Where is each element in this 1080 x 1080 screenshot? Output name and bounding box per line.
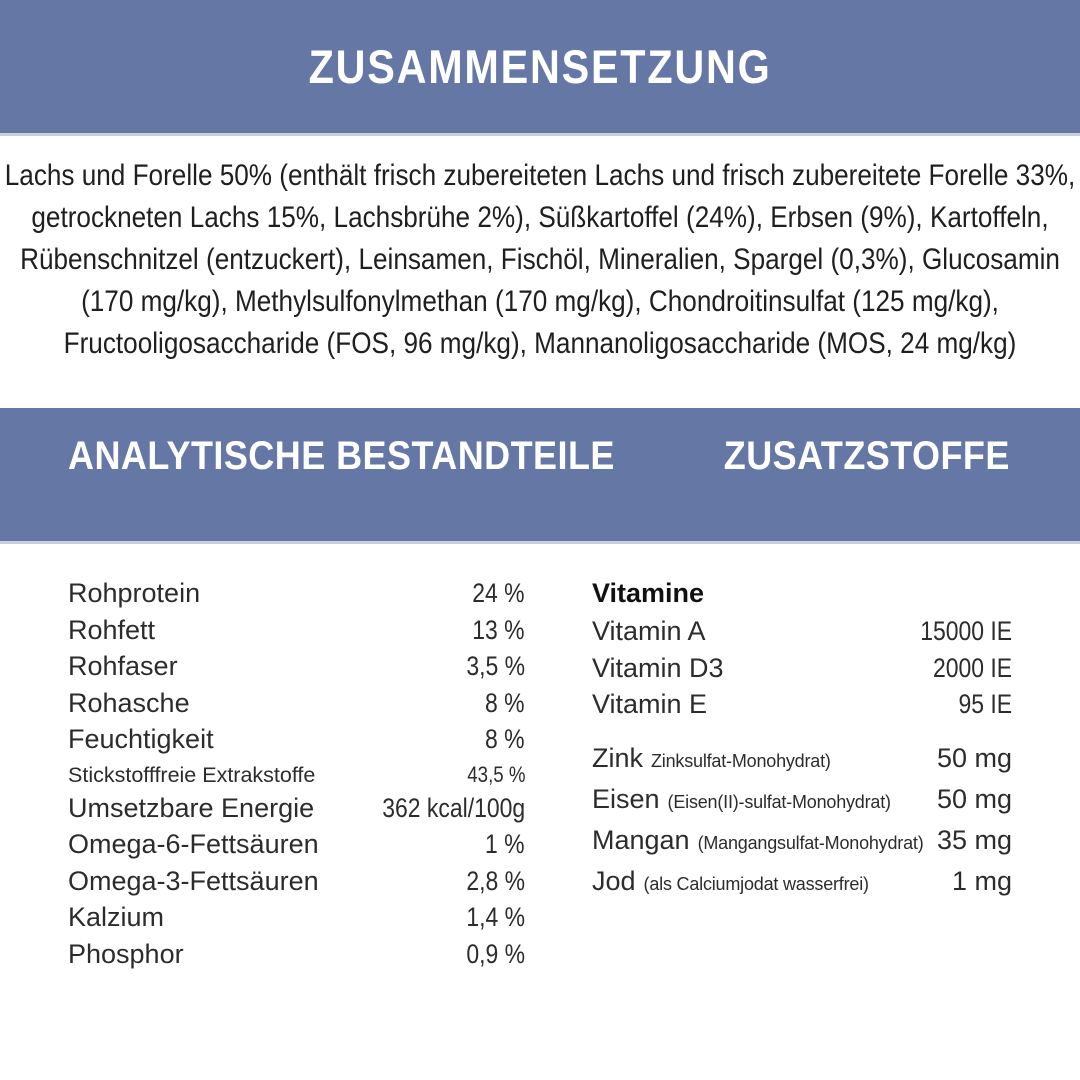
mineral-row <box>592 783 1012 816</box>
mineral-row <box>592 824 1012 857</box>
analytical-table <box>68 580 525 977</box>
analytical-label: Rohasche <box>68 687 190 718</box>
additives-table <box>592 580 1012 977</box>
vitamin-label: Vitamin E <box>592 689 708 719</box>
analytical-value: 1,4 % <box>466 902 525 932</box>
vitamin-row <box>592 652 1012 683</box>
analytical-row <box>68 938 525 969</box>
vitamin-label: Vitamin A <box>592 616 706 646</box>
analytical-value: 43,5 % <box>466 761 525 787</box>
additives-heading: ZUSATZSTOFFE <box>723 434 1010 478</box>
analytical-value: 13 % <box>472 614 525 645</box>
mineral-compound-note: (Mangangsulfat-Monohydrat) <box>697 832 924 853</box>
mineral-row <box>592 865 1012 898</box>
analytical-label: Omega-3-Fettsäuren <box>68 865 319 896</box>
composition-header-band <box>0 0 1080 136</box>
analytical-heading: ANALYTISCHE BESTANDTEILE <box>68 434 615 478</box>
analytical-value: 2,8 % <box>466 865 525 896</box>
mineral-compound-note: (als Calciumjodat wasserfrei) <box>643 873 869 894</box>
analytical-label: Omega-6-Fettsäuren <box>68 829 319 859</box>
analytical-value: 362 kcal/100g <box>382 792 525 823</box>
analytical-row <box>68 580 525 607</box>
section-header-band <box>0 408 1080 544</box>
analytical-row <box>68 726 525 753</box>
vitamins-minerals-gap <box>592 728 1012 745</box>
composition-title: ZUSAMMENSETZUNG <box>308 40 772 93</box>
analytical-row <box>68 763 525 787</box>
vitamin-row <box>592 691 1012 718</box>
mineral-label: Mangan (Mangangsulfat-Monohydrat) <box>592 824 924 855</box>
mineral-compound-note: (Eisen(II)-sulfat-Monohydrat) <box>667 791 891 812</box>
analytical-label: Phosphor <box>68 938 184 969</box>
analytical-label: Kalzium <box>68 902 165 932</box>
analytical-row <box>68 865 525 896</box>
analytical-row <box>68 653 525 680</box>
vitamin-label: Vitamin D3 <box>592 652 724 683</box>
vitamin-value: 95 IE <box>958 689 1012 719</box>
analytical-label: Rohprotein <box>68 578 201 608</box>
analytical-label: Feuchtigkeit <box>68 724 214 754</box>
mineral-value: 35 mg <box>936 824 1012 855</box>
mineral-label: Eisen (Eisen(II)-sulfat-Monohydrat) <box>592 783 891 814</box>
analytical-label: Umsetzbare Energie <box>68 792 315 823</box>
mineral-compound-note: Zinksulfat-Monohydrat) <box>651 750 831 771</box>
analytical-row <box>68 614 525 645</box>
analytical-value: 24 % <box>472 578 525 608</box>
mineral-value: 50 mg <box>936 742 1012 773</box>
mineral-value: 50 mg <box>936 783 1012 814</box>
mineral-label: Zink Zinksulfat-Monohydrat) <box>592 742 831 773</box>
analytical-value: 1 % <box>485 829 525 859</box>
analytical-row <box>68 904 525 931</box>
vitamin-value: 15000 IE <box>920 616 1012 646</box>
analytical-row <box>68 792 525 823</box>
analytical-value: 8 % <box>485 687 525 718</box>
column-gap <box>525 580 592 977</box>
analytical-row <box>68 831 525 858</box>
tables-section <box>0 544 1080 977</box>
composition-section <box>0 136 1080 408</box>
analytical-row <box>68 687 525 718</box>
analytical-value: 8 % <box>485 724 525 754</box>
analytical-value: 0,9 % <box>466 938 525 969</box>
analytical-label: Rohfett <box>68 614 156 645</box>
vitamins-group-title: Vitamine <box>592 578 705 608</box>
vitamin-value: 2000 IE <box>932 652 1012 683</box>
analytical-label: Rohfaser <box>68 651 178 681</box>
mineral-label: Jod (als Calciumjodat wasserfrei) <box>592 865 869 896</box>
mineral-row <box>592 742 1012 775</box>
mineral-value: 1 mg <box>951 865 1012 896</box>
analytical-label: Stickstofffreie Extrakstoffe <box>68 762 316 787</box>
vitamin-row <box>592 618 1012 645</box>
composition-ingredients-text: Lachs und Forelle 50% (enthält frisch zubereiteten Lachs und frisch zubereitete Forelle 33%, getrockneten Lachs 15%, Lachsbrühe 2%), Süßkartoffel (24%), Erbsen (9%), Kartoffeln, Rübenschnitzel (entzuckert), Leinsamen, Fischöl, Mineralien, Spargel (0,3%), Glucosamin (170 mg/kg), Methylsulfonylmethan (170 mg/kg), Chondroitinsulfat (125 mg/kg), Fructooligosaccharide (FOS, 96 mg/kg), Mannanoligosaccharide (MOS, 24 mg/kg) <box>4 159 1076 360</box>
analytical-value: 3,5 % <box>466 651 525 681</box>
